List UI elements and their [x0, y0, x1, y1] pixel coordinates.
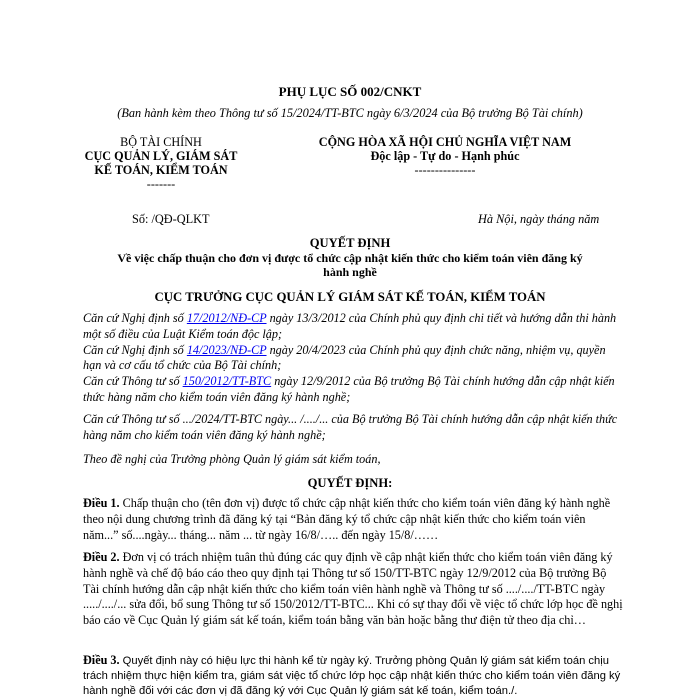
nation-block [286, 135, 604, 177]
nation-rule: --------------- [414, 163, 476, 177]
decision-subject-line1: Về việc chấp thuận cho đơn vị được tổ chức cập nhật kiến thức cho kiểm toán viên đăng ký [117, 251, 583, 265]
legal-bases [83, 311, 623, 406]
agency-department-line1: CỤC QUẢN LÝ, GIÁM SÁT [84, 149, 238, 163]
legal-basis-prefix: Căn cứ Nghị định số [83, 311, 187, 325]
legal-basis-prefix: Căn cứ Nghị định số [83, 342, 187, 357]
legal-basis-text: ngày 20/4/2023 của Chính phủ quy định chức năng, nhiệm vụ, quyền hạn và cơ cấu tổ chức của Bộ Tài chính; [83, 342, 606, 373]
nation-name: CỘNG HÒA XÃ HỘI CHỦ NGHĨA VIỆT NAM [318, 135, 572, 149]
place-date: Hà Nội, ngày tháng năm [478, 212, 600, 226]
article-label: Điều 3. [83, 653, 120, 667]
article-text: Quyết định này có hiệu lực thi hành kể từ ngày ký. Trưởng phòng Quản lý giám sát kiểm toán chịu trách nhiệm thực hiện kiểm tra, giám sát việc tổ chức lớp học cập nhật kiến thức cho kiểm toán viên đăng ký hành nghề đối với các đơn vị đã đăng ký với Cục Quản lý giám sát kế toán, kiểm toán./. [83, 655, 621, 698]
legal-basis-prefix: Căn cứ Thông tư số [83, 374, 183, 389]
legal-basis-text: ngày 12/9/2012 của Bộ trưởng Bộ Tài chính hướng dẫn cập nhật kiến thức hàng năm cho kiểm toán viên đăng ký hành nghề; [83, 374, 615, 404]
decision-title: QUYẾT ĐỊNH [309, 236, 391, 250]
article-text: Đơn vị có trách nhiệm tuân thủ đúng các quy định về cập nhật kiến thức cho kiểm toán viên đăng ký hành nghề và chế độ báo cáo theo quy định tại Thông tư số 150/TT-BTC ngày 12/9/2012 của Bộ trưởng Bộ Tài chính hướng dẫn cập nhật kiến thức cho kiểm toán viên hành nghề và Thông tư số ..../..../TT-BTC ngày ...../..../... sửa đổi, bổ sung Thông tư số 150/2012/TT-BTC... Khi có sự thay đổi về việc tổ chức lớp học đề nghị báo cáo về Cục Quản lý giám sát kế toán, kiểm toán bằng văn bản hoặc bằng thư điện tử theo địa chỉ… [83, 550, 623, 628]
legal-basis-link[interactable]: 17/2012/NĐ-CP [186, 311, 267, 325]
appendix-subtitle: (Ban hành kèm theo Thông tư số 15/2024/TT-BTC ngày 6/3/2024 của Bộ trưởng Bộ Tài chính) [117, 106, 583, 120]
legal-basis-item [83, 374, 623, 406]
article-text: Chấp thuận cho (tên đơn vị) được tổ chức cập nhật kiến thức cho kiểm toán viên đăng ký hành nghề theo nội dung chương trình đã đăng ký tại “Bản đăng ký tổ chức cập nhật kiến thức cho kiểm toán viên năm...” số....ngày... tháng... năm ... từ ngày 16/8/….. đến ngày 15/8/…… [83, 496, 611, 542]
agency-rule: ------- [146, 177, 176, 191]
article-3 [83, 653, 623, 700]
legal-basis-link[interactable]: 14/2023/NĐ-CP [186, 342, 267, 357]
article-label: Điều 1. [83, 496, 120, 510]
agency-ministry: BỘ TÀI CHÍNH [120, 135, 202, 149]
agency-department-line2: KẾ TOÁN, KIỂM TOÁN [94, 163, 228, 177]
legal-basis-item [83, 343, 623, 375]
decides-heading: QUYẾT ĐỊNH: [307, 476, 393, 490]
document-number: Số: /QĐ-QLKT [132, 212, 210, 226]
appendix-title: PHỤ LỤC SỐ 002/CNKT [278, 84, 422, 99]
article-2 [83, 550, 623, 629]
legal-basis-text: ngày 13/3/2012 của Chính phủ quy định chi tiết và hướng dẫn thi hành một số điều của Luật Kiểm toán độc lập; [83, 311, 617, 341]
issuing-authority: CỤC TRƯỞNG CỤC QUẢN LÝ GIÁM SÁT KẾ TOÁN, KIỂM TOÁN [154, 290, 546, 304]
article-1 [83, 496, 623, 543]
legal-basis-item [83, 311, 623, 343]
legal-basis-circular: Căn cứ Thông tư số .../2024/TT-BTC ngày... /..../... của Bộ trưởng Bộ Tài chính hướng dẫn cập nhật kiến thức hàng năm cho kiểm toán viên đăng ký hành nghề; [83, 412, 618, 442]
article-label: Điều 2. [83, 550, 120, 564]
agency-block [70, 135, 252, 191]
proposal-line: Theo đề nghị của Trưởng phòng Quản lý giám sát kiểm toán, [83, 452, 381, 466]
legal-basis-link[interactable]: 150/2012/TT-BTC [182, 374, 272, 389]
nation-motto: Độc lập - Tự do - Hạnh phúc [370, 149, 520, 163]
decision-subject-line2: hành nghề [323, 265, 377, 279]
